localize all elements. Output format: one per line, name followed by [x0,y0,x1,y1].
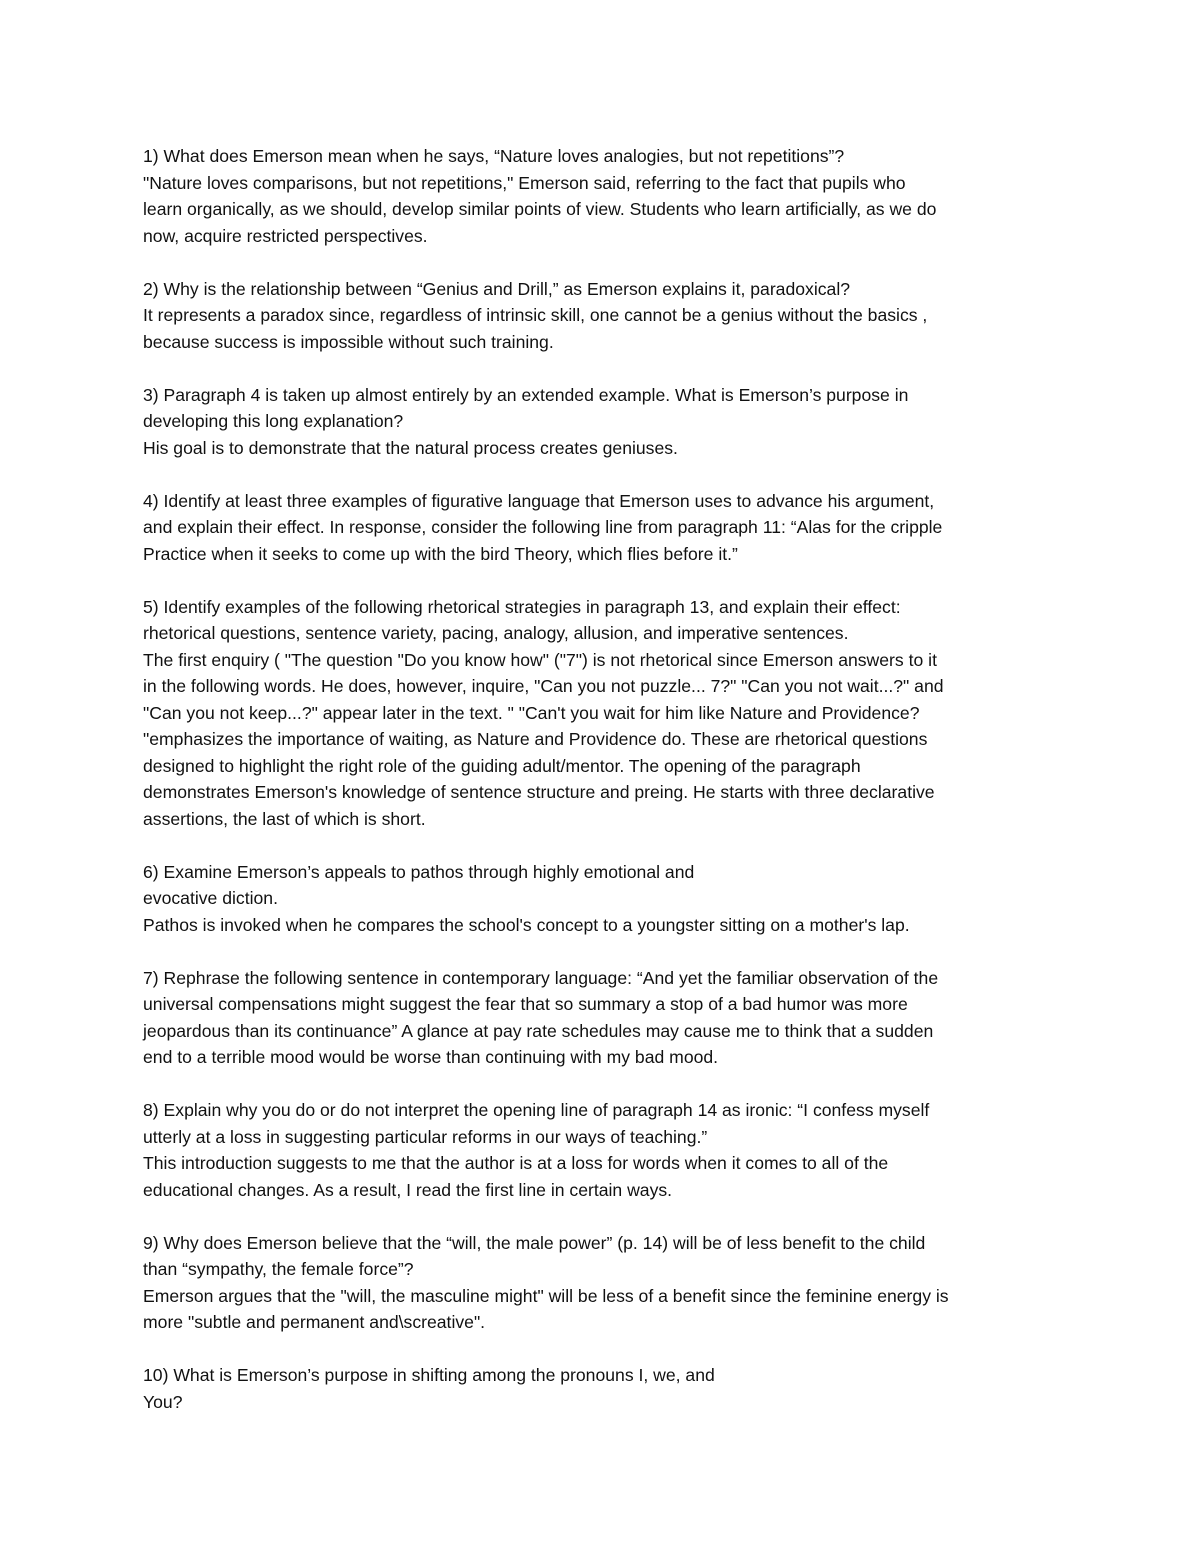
text-line: It represents a paradox since, regardless of intrinsic skill, one cannot be a genius without the basics , [143,305,928,325]
text-line: evocative diction. [143,888,278,908]
text-line: Pathos is invoked when he compares the school's concept to a youngster sitting on a mother's lap. [143,914,910,935]
text-line: universal compensations might suggest the fear that so summary a stop of a bad humor was more [143,994,908,1014]
text-line: developing this long explanation? [143,411,404,431]
text-line: and explain their effect. In response, consider the following line from paragraph 11: “Alas for the cripple [143,517,943,537]
question-block-9 [143,1230,1073,1336]
question-block-10 [143,1362,1073,1415]
text-line: 2) Why is the relationship between “Genius and Drill,” as Emerson explains it, paradoxical? [143,278,851,299]
text-line: because success is impossible without such training. [143,331,554,352]
question-block-7 [143,965,1073,1071]
text-line: more "subtle and permanent and\screative". [143,1312,486,1332]
text-line: "Nature loves comparisons, but not repetitions," Emerson said, referring to the fact that pupils who [143,172,906,193]
text-line: 5) Identify examples of the following rhetorical strategies in paragraph 13, and explain their effect: [143,596,901,617]
text-line: learn organically, as we should, develop similar points of view. Students who learn artificially, as we do [143,199,937,219]
text-line: assertions, the last of which is short. [143,808,426,829]
text-line: His goal is to demonstrate that the natural process creates geniuses. [143,437,678,458]
question-block-6 [143,859,1073,939]
document-body [143,143,1073,1442]
text-line: 1) What does Emerson mean when he says, “Nature loves analogies, but not repetitions”? [143,146,845,166]
text-line: 6) Examine Emerson’s appeals to pathos through highly emotional and [143,861,695,882]
text-line: rhetorical questions, sentence variety, pacing, analogy, allusion, and imperative sentences. [143,623,849,643]
question-block-3 [143,382,1073,462]
text-line: in the following words. He does, however, inquire, "Can you not puzzle... 7?" "Can you not wait...?" and [143,676,944,696]
text-line: than “sympathy, the female force”? [143,1259,414,1279]
text-line: designed to highlight the right role of the guiding adult/mentor. The opening of the paragraph [143,755,861,776]
question-block-2 [143,276,1073,356]
text-line: "emphasizes the importance of waiting, as Nature and Providence do. These are rhetorical questions [143,729,928,749]
text-line: utterly at a loss in suggesting particular reforms in our ways of teaching.” [143,1126,708,1147]
text-line: demonstrates Emerson's knowledge of sentence structure and preing. He starts with three declarative [143,782,935,802]
text-line: "Can you not keep...?" appear later in the text. " "Can't you wait for him like Nature and Providence? [143,702,920,723]
text-line: This introduction suggests to me that the author is at a loss for words when it comes to all of the [143,1153,889,1173]
text-line: Practice when it seeks to come up with the bird Theory, which flies before it.” [143,543,738,564]
text-line: end to a terrible mood would be worse than continuing with my bad mood. [143,1047,719,1067]
question-block-4 [143,488,1073,568]
text-line: now, acquire restricted perspectives. [143,225,428,246]
question-block-1 [143,143,1073,249]
text-line: The first enquiry ( "The question "Do you know how" ("7") is not rhetorical since Emerson answers to it [143,649,937,670]
text-line: 9) Why does Emerson believe that the “will, the male power” (p. 14) will be of less benefit to the child [143,1232,926,1253]
text-line: Emerson argues that the "will, the masculine might" will be less of a benefit since the feminine energy is [143,1285,949,1306]
question-block-5 [143,594,1073,833]
text-line: 8) Explain why you do or do not interpret the opening line of paragraph 14 as ironic: “I confess myself [143,1100,930,1120]
text-line: jeopardous than its continuance” A glance at pay rate schedules may cause me to think that a sudden [143,1020,934,1041]
text-line: 10) What is Emerson’s purpose in shifting among the pronouns I, we, and [143,1365,715,1385]
text-line: You? [143,1391,183,1412]
text-line: 4) Identify at least three examples of figurative language that Emerson uses to advance his argument, [143,490,935,511]
question-block-8 [143,1097,1073,1203]
text-line: 3) Paragraph 4 is taken up almost entirely by an extended example. What is Emerson’s purpose in [143,384,909,405]
text-line: 7) Rephrase the following sentence in contemporary language: “And yet the familiar observation of the [143,967,939,988]
text-line: educational changes. As a result, I read the first line in certain ways. [143,1179,673,1200]
